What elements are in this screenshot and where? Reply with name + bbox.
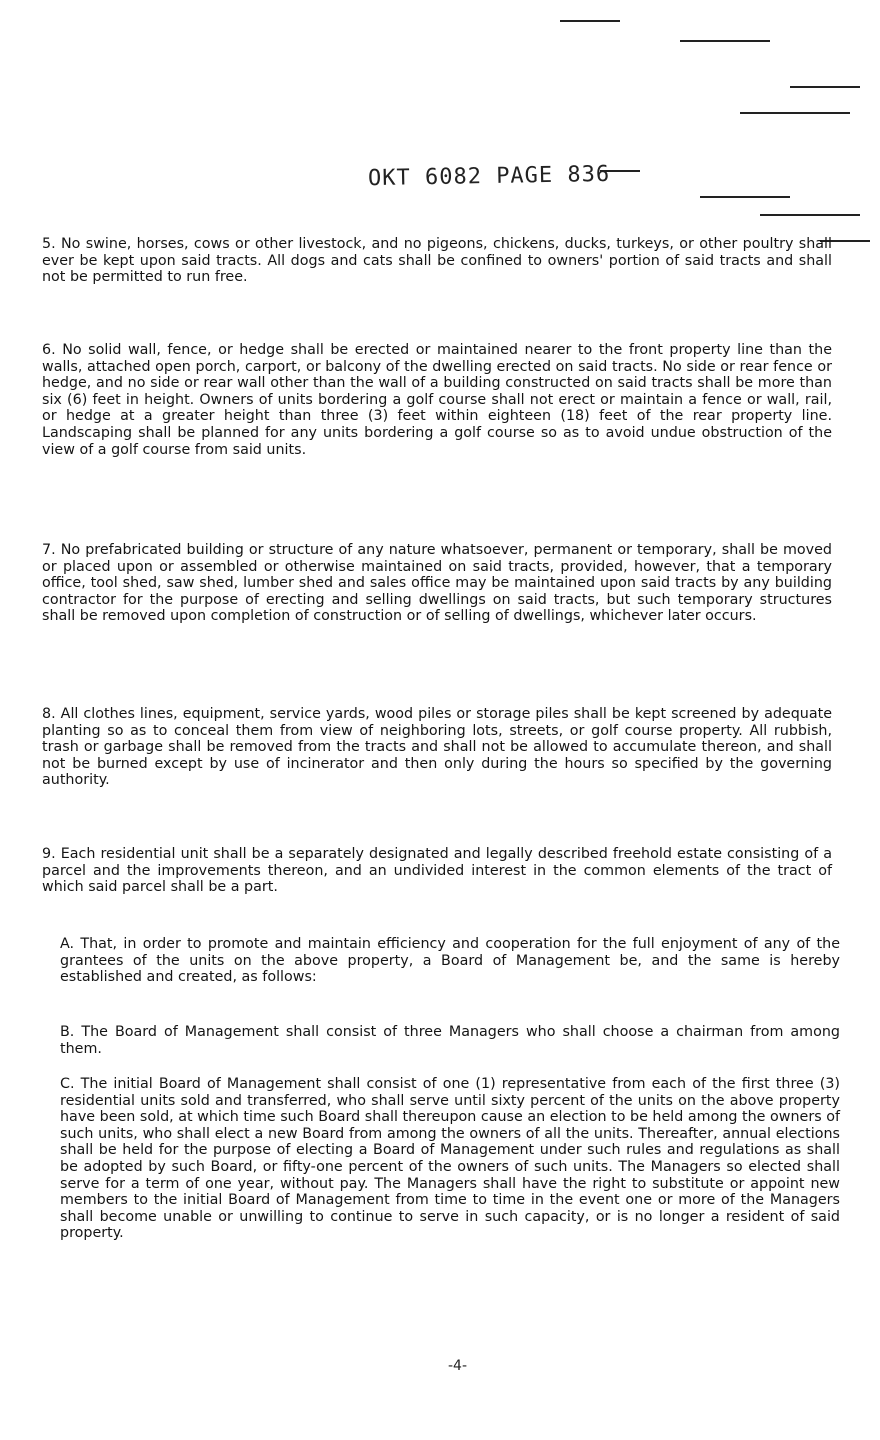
paragraph-c: C. The initial Board of Management shall consist of one (1) representative from each of the first three (3) residential units sold and transferred, who shall serve until sixty percent of the units on the above property have been sold, at which time such Board shall thereupon cause an election to be held among the owners of such units, who shall elect a new Board from among the owners of all the units. Thereafter, annual elections shall be held for the purpose of electing a Board of Management under such rules and regulations as shall be adopted by such Board, or fifty-one percent of the owners of such units. The Managers so elected shall serve for a term of one year, without pay. The Managers shall have the right to substitute or appoint new members to the initial Board of Management from time to time in the event one or more of the Managers shall become unable or unwilling to continue to serve in such capacity, or is no longer a resident of said property. (60, 1076, 840, 1242)
paragraph-8: 8. All clothes lines, equipment, service yards, wood piles or storage piles shall be kept screened by adequate planting so as to conceal them from view of neighboring lots, streets, or golf course property. All rubbish, trash or garbage shall be removed from the tracts and shall not be allowed to accumulate thereon, and shall not be burned except by use of incinerator and then only during the hours so specified by the governing authority. (42, 706, 832, 789)
scan-noise (760, 214, 860, 216)
paragraph-9: 9. Each residential unit shall be a separately designated and legally described freehold estate consisting of a parcel and the improvements thereon, and an undivided interest in the common elements of the tract of which said parcel shall be a part. (42, 846, 832, 896)
scan-noise (680, 40, 770, 42)
paragraph-a: A. That, in order to promote and maintain efficiency and cooperation for the full enjoyment of any of the grantees of the units on the above property, a Board of Management be, and the same is hereby established and created, as follows: (60, 936, 840, 986)
paragraph-7: 7. No prefabricated building or structure of any nature whatsoever, permanent or temporary, shall be moved or placed upon or assembled or otherwise maintained on said tracts, provided, however, that a temporary office, tool shed, saw shed, lumber shed and sales office may be maintained upon said tracts by any building contractor for the purpose of erecting and selling dwellings on said tracts, but such temporary structures shall be removed upon completion of construction or of selling of dwellings, whichever later occurs. (42, 542, 832, 625)
page-number: -4- (448, 1358, 468, 1374)
paragraph-b: B. The Board of Management shall consist of three Managers who shall choose a chairman from among them. (60, 1024, 840, 1057)
scan-noise (740, 112, 850, 114)
paragraph-5: 5. No swine, horses, cows or other livestock, and no pigeons, chickens, ducks, turkeys, or other poultry shall ever be kept upon said tracts. All dogs and cats shall be confined to owners' portion of said tracts and shall not be permitted to run free. (42, 236, 832, 286)
book-page-reference: OKT 6082 PAGE 836 (367, 161, 611, 192)
paragraph-6: 6. No solid wall, fence, or hedge shall be erected or maintained nearer to the front property line than the walls, attached open porch, carport, or balcony of the dwelling erected on said tracts. No side or rear fence or hedge, and no side or rear wall other than the wall of a building constructed on said tracts shall be more than six (6) feet in height. Owners of units bordering a golf course shall not erect or maintain a fence or wall, rail, or hedge at a greater height than three (3) feet within eighteen (18) feet of the rear property line. Landscaping shall be planned for any units bordering a golf course so as to avoid undue obstruction of the view of a golf course from said units. (42, 342, 832, 458)
scan-noise (790, 86, 860, 88)
scan-noise (560, 20, 620, 22)
scan-noise (700, 196, 790, 198)
